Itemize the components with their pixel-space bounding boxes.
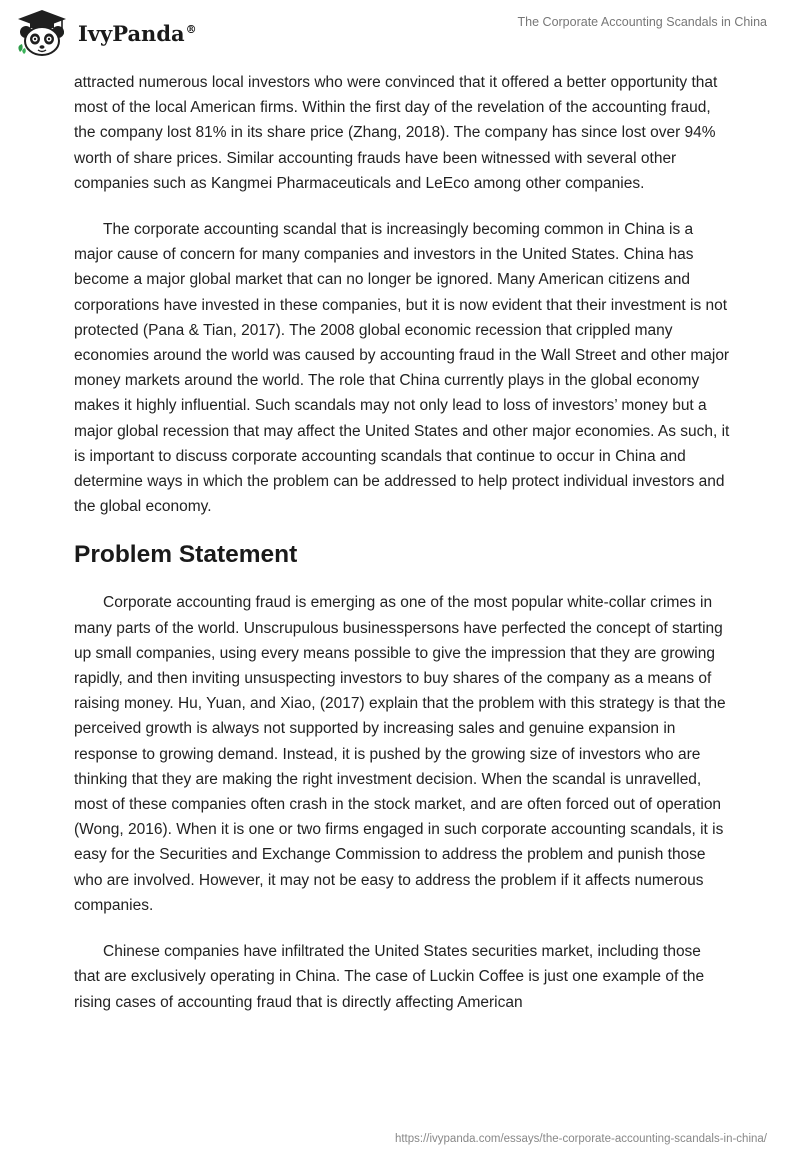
paragraph-china-scandal-concern: The corporate accounting scandal that is increasingly becoming common in China is a major cause of concern for many companies and investors in the United States. China has become a major global market that can no longer be ignored. Many American citizens and corporations have invested in these companies, but it is now evident that their investment is not protected (Pana & Tian, 2017). The 2008 global economic recession that crippled many economies around the world was caused by accounting fraud in the Wall Street and other major money markets around the world. The role that China currently plays in the global economy makes it highly influential. Such scandals may not only lead to loss of investors’ money but a major global recession that may affect the United States and other major economies. As such, it is important to discuss corporate accounting scandals that continue to occur in China and determine ways in which the problem can be addressed to help protect individual investors and the global economy. bbox=[74, 221, 730, 516]
essay-content bbox=[74, 70, 730, 1036]
page-header bbox=[0, 0, 800, 70]
paragraph-continuation: attracted numerous local investors who were convinced that it offered a better opportunity that most of the local American firms. Within the first day of the revelation of the accounting fraud, the company lost 81% in its share price (Zhang, 2018). The company has since lost over 94% worth of share prices. Similar accounting frauds have been witnessed with several other companies such as Kangmei Pharmaceuticals and LeEco among other companies. bbox=[74, 74, 718, 192]
document-title: The Corporate Accounting Scandals in China bbox=[517, 15, 767, 29]
paragraph-problem-statement: Corporate accounting fraud is emerging as one of the most popular white-collar crimes in many parts of the world. Unscrupulous businesspersons have perfected the concept of starting up small companies, using every means possible to give the impression that they are growing rapidly, and then inviting unsuspecting investors to buy shares of the company as a means of raising money. Hu, Yuan, and Xiao, (2017) explain that the problem with this strategy is that the perceived growth is always not supported by increasing sales and genuine expansion in response to growing demand. Instead, it is pushed by the growing size of investors who are thinking that they are making the right investment decision. When the scandal is unravelled, most of these companies often crash in the stock market, and are often forced out of operation (Wong, 2016). When it is one or two firms engaged in such corporate accounting scandals, it is easy for the Securities and Exchange Commission to address the problem and punish those who are involved. However, it may not be easy to address the problem if it affects numerous companies. bbox=[74, 594, 726, 914]
panda-logo-icon bbox=[14, 8, 70, 58]
paragraph-chinese-companies: Chinese companies have infiltrated the United States securities market, including those that are exclusively operating in China. The case of Luckin Coffee is just one example of the rising cases of accounting fraud that is directly affecting American bbox=[74, 943, 705, 1011]
brand-logo[interactable] bbox=[14, 8, 197, 58]
brand-name: IvyPanda® bbox=[78, 20, 197, 46]
footer-url-link[interactable]: https://ivypanda.com/essays/the-corporate-accounting-scandals-in-china/ bbox=[394, 1133, 767, 1145]
section-heading: Problem Statement bbox=[74, 541, 298, 569]
